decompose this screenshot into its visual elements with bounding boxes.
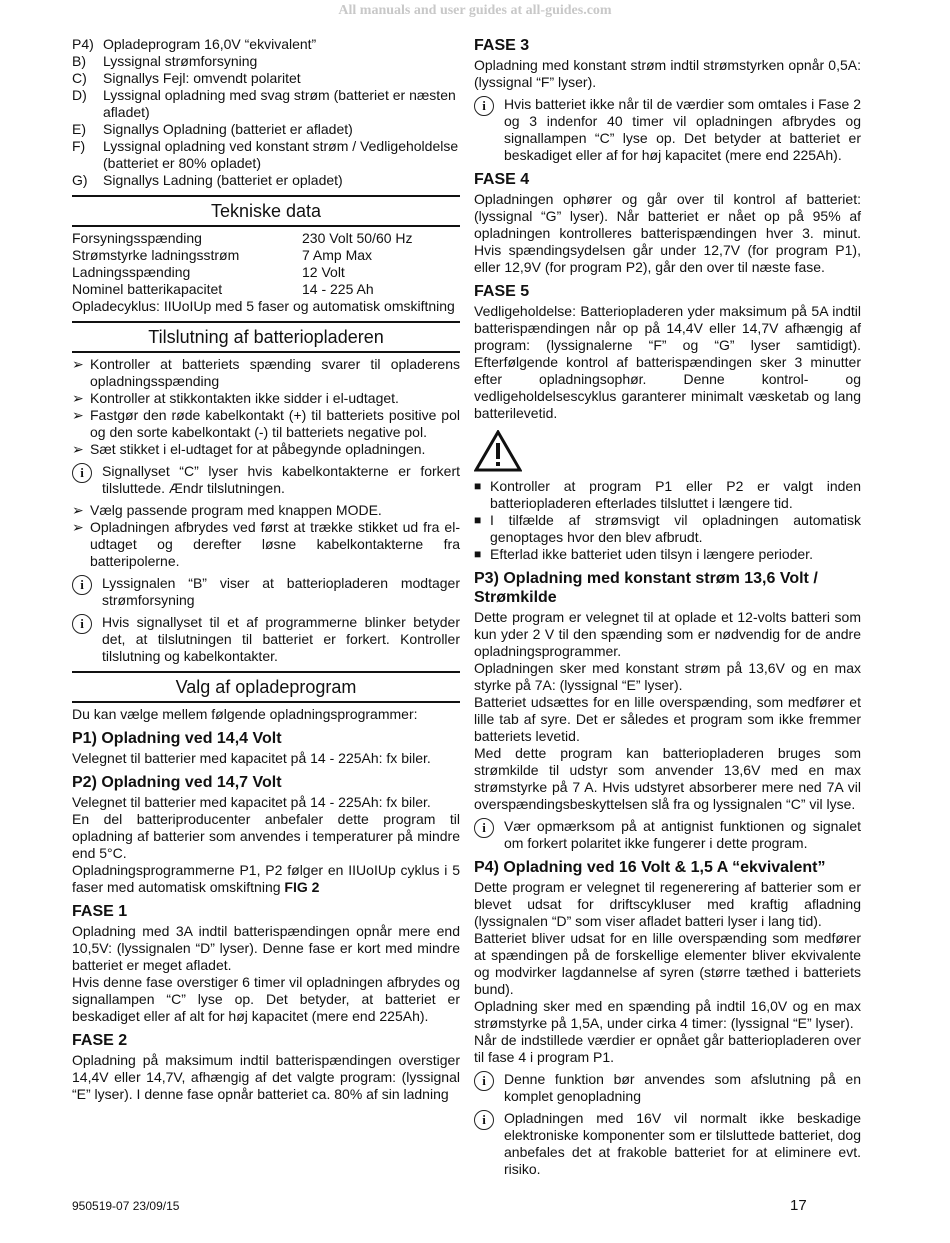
fase1-text-1: Opladning med 3A indtil batterispændingen opnår mere end 10,5V: (lyssignalen “D” lyser). Denne fase er kort med mindre batteriet er meget afladet.: [72, 923, 460, 973]
p3-paragraph: Batteriet udsættes for en lille overspænding, som medfører et lille tab af syre. Det er således et program som ikke fremmer batteriets levetid.: [474, 694, 861, 744]
fase3-title: FASE 3: [474, 37, 530, 54]
legend-text: Signallys Opladning (batteriet er afladet): [103, 121, 353, 137]
legend-text: Lyssignal strømforsyning: [103, 53, 258, 69]
bullet-text: Kontroller at batteriets spænding svarer til opladerens opladningsspænding: [90, 356, 460, 389]
legend-text: Lyssignal opladning ved konstant strøm / Vedligeholdelse (batteriet er 80% opladet): [103, 138, 459, 171]
p1-title: P1) Opladning ved 14,4 Volt: [72, 730, 282, 747]
tech-cycle: Opladecyklus: IIUoIUp med 5 faser og automatisk omskiftning: [72, 298, 455, 314]
spec-label: Nominel batterikapacitet: [72, 281, 223, 297]
arrow-bullet-icon: ➢: [72, 502, 84, 518]
bullet-item: [72, 390, 460, 407]
info-note: [474, 96, 861, 164]
legend-key: D): [72, 87, 87, 103]
info-text: Hvis signallyset til et af programmerne blinker betyder det, at tilslutningen til batteriet er forkert. Kontroller tilslutning og kabelkontakter.: [102, 614, 460, 664]
p4-paragraph: Dette program er velegnet til regenerering af batterier som er blevet udsat for driftscykluser med kraftig afladning (lyssignalen “D” som viser afladet batteri lyser i lang tid).: [474, 879, 861, 929]
square-bullet-icon: ■: [474, 479, 482, 493]
info-note: [72, 614, 460, 665]
arrow-bullet-icon: ➢: [72, 519, 84, 535]
bullet-text: Opladningen afbrydes ved først at trække stikket ud fra el-udtaget og derefter løsne kabelkontakterne fra batteripolerne.: [90, 519, 460, 569]
spec-value: 12 Volt: [302, 264, 345, 280]
legend-text: Signallys Ladning (batteriet er opladet): [103, 172, 343, 188]
p2-text-1: Velegnet til batterier med kapacitet på 14 - 225Ah: fx biler.: [72, 794, 431, 810]
spec-label: Ladningsspænding: [72, 264, 191, 280]
legend-item: [72, 53, 460, 70]
square-bullet-icon: ■: [474, 513, 482, 527]
square-bullet-icon: ■: [474, 547, 482, 561]
section-title-connect: Tilslutning af batteriopladeren: [72, 321, 460, 353]
arrow-bullet-icon: ➢: [72, 356, 84, 372]
warning-text: Efterlad ikke batteriet uden tilsyn i længere perioder.: [490, 546, 813, 562]
right-column: [474, 36, 861, 1183]
arrow-bullet-icon: ➢: [72, 407, 84, 423]
legend-item: [72, 70, 460, 87]
spec-row: [72, 230, 460, 247]
legend-text: Lyssignal opladning med svag strøm (batteriet er næsten afladet): [103, 87, 456, 120]
section-title-tech: Tekniske data: [72, 195, 460, 227]
arrow-bullet-icon: ➢: [72, 390, 84, 406]
bullet-item: [72, 407, 460, 441]
fase1-text-2: Hvis denne fase overstiger 6 timer vil opladningen afbrydes og signallampen “C” lyse op. Det betyder, at batteriet er beskadiget eller af alt for høj kapacitet (mere end 225Ah).: [72, 974, 460, 1024]
legend-item: [72, 36, 460, 53]
legend-key: G): [72, 172, 88, 188]
p3-paragraphs: [474, 609, 861, 813]
info-icon: i: [474, 818, 494, 838]
warning-text: I tilfælde af strømsvigt vil opladningen automatisk genoptages hvor den blev afbrudt.: [490, 512, 861, 545]
valg-intro: Du kan vælge mellem følgende opladningsprogrammer:: [72, 706, 418, 722]
warning-list: [474, 478, 861, 563]
fase4-title: FASE 4: [474, 171, 530, 188]
p4-paragraphs: [474, 879, 861, 1066]
info-note: [474, 1110, 861, 1178]
p3-paragraph: Med dette program kan batteriopladeren bruges som strømkilde til udstyr som anvender 13,6V med en max strømstyrke på 7 A. Hvis udstyret absorberer mere ned 7A vil overspændingsbeskyttelsen slå fra og lyssignalen “C” vil lyse.: [474, 745, 861, 812]
p4-paragraph: Når de indstillede værdier er opnået går batteriopladeren over til fase 4 i program P1.: [474, 1032, 861, 1065]
legend-key: E): [72, 121, 86, 137]
spec-row: [72, 264, 460, 281]
bullet-text: Kontroller at stikkontakten ikke sidder i el-udtaget.: [90, 390, 399, 406]
spec-label: Strømstyrke ladningsstrøm: [72, 247, 240, 263]
p2-text-3: [72, 862, 460, 896]
warning-triangle-icon: [474, 430, 861, 476]
p4-paragraph: Batteriet bliver udsat for en lille overspænding som medfører at spændingen på de forskellige elementer bliver ekvivalente og modvirker lagdannelse af syren (større tæthed i batteriets bund).: [474, 930, 861, 997]
spec-value: 14 - 225 Ah: [302, 281, 374, 297]
legend-item: [72, 87, 460, 121]
warning-item: [474, 478, 861, 512]
warning-item: [474, 512, 861, 546]
spec-row: [72, 281, 460, 298]
info-icon: i: [72, 463, 92, 483]
p3-title: P3) Opladning med konstant strøm 13,6 Volt / Strømkilde: [474, 570, 818, 606]
p3-paragraph: Dette program er velegnet til at oplade et 12-volts batteri som kun yder 2 V til den spænding som er nødvendig for de andre opladningsprogrammer.: [474, 609, 861, 659]
warning-text: Kontroller at program P1 eller P2 er valgt inden batteriopladeren efterlades tilsluttet i længere tid.: [490, 478, 861, 511]
section-title-valg: Valg af opladeprogram: [72, 671, 460, 703]
bullet-item: [72, 502, 460, 519]
info-text: Hvis batteriet ikke når til de værdier som omtales i Fase 2 og 3 indenfor 40 timer vil opladningen afbrydes og signallampen “C” lyse op. Det betyder at batteriet er beskadiget eller af for høj kapacitet (mere end 225Ah).: [504, 96, 861, 163]
warning-item: [474, 546, 861, 563]
legend-list: [72, 36, 460, 189]
info-icon: i: [474, 1071, 494, 1091]
bullet-text: Sæt stikket i el-udtaget for at påbegynde opladningen.: [90, 441, 426, 457]
legend-text: Signallys Fejl: omvendt polaritet: [103, 70, 301, 86]
fig-reference: FIG 2: [284, 879, 320, 895]
p2-title: P2) Opladning ved 14,7 Volt: [72, 774, 282, 791]
fase5-title: FASE 5: [474, 283, 530, 300]
spec-value: 230 Volt 50/60 Hz: [302, 230, 413, 246]
legend-item: [72, 138, 460, 172]
bullet-item: [72, 356, 460, 390]
info-text: Lyssignalen “B” viser at batteriopladeren modtager strømforsyning: [102, 575, 460, 608]
spec-value: 7 Amp Max: [302, 247, 373, 263]
spec-label: Forsyningsspænding: [72, 230, 202, 246]
info-note: [72, 575, 460, 609]
fase1-title: FASE 1: [72, 903, 128, 920]
p4-paragraph: Opladning sker med en spænding på indtil 16,0V og en max strømstyrke på 1,5A, under cirka 4 timer: (lyssignal “E” lyser).: [474, 998, 861, 1031]
p2-text-3-body: Opladningsprogrammerne P1, P2 følger en IIUoIUp cyklus i 5 faser med automatisk omskiftning: [72, 862, 460, 895]
left-column: [72, 36, 460, 1103]
fase5-text: Vedligeholdelse: Batteriopladeren yder maksimum på 5A indtil batterispændingen når op på 14,4V eller 14,7V afhængig af program: (lyssignalerne “F” og “G” lyser samtidigt). Efterfølgende kontrol af batterispændingen sker 3 minutter efter opladningsophør. Denne kontrol- og vedligeholdelsescyklus garanterer minimalt væsketab og lang batterilevetid.: [474, 303, 861, 421]
legend-key: P4): [72, 36, 94, 52]
p1-text: Velegnet til batterier med kapacitet på 14 - 225Ah: fx biler.: [72, 750, 431, 766]
legend-key: C): [72, 70, 87, 86]
legend-item: [72, 121, 460, 138]
bullet-text: Fastgør den røde kabelkontakt (+) til batteriets positive pol og den sorte kabelkontakt (-) til batteriets negative pol.: [90, 407, 460, 440]
legend-text: Opladeprogram 16,0V “ekvivalent”: [103, 36, 317, 52]
legend-item: [72, 172, 460, 189]
legend-key: B): [72, 53, 86, 69]
p4-title: P4) Opladning ved 16 Volt & 1,5 A “ekvivalent”: [474, 859, 826, 876]
info-text: Signallyset “C” lyser hvis kabelkontakterne er forkert tilsluttede. Ændr tilslutningen.: [102, 463, 460, 496]
p2-text-2: En del batteriproducenter anbefaler dette program til opladning af batterier som anvendes i temperaturer på mindre end 5°C.: [72, 811, 460, 861]
info-icon: i: [72, 614, 92, 634]
info-text: Opladningen med 16V vil normalt ikke beskadige elektroniske komponenter som er tilsluttede batteriet, dog anbefales det at frakoble batteriet for at eliminere evt. risiko.: [504, 1110, 861, 1177]
spec-row: [72, 247, 460, 264]
info-text: Denne funktion bør anvendes som afslutning på en komplet genopladning: [504, 1071, 861, 1104]
info-text: Vær opmærksom på at antignist funktionen og signalet om forkert polaritet ikke fungerer i dette program.: [504, 818, 861, 851]
tech-table: [72, 230, 460, 298]
bullet-item: [72, 441, 460, 458]
fase2-text: Opladning på maksimum indtil batterispændingen overstiger 14,4V eller 14,7V, afhængig af det valgte program: (lyssignal “E” lyser). I denne fase opnår batteriet ca. 80% af sin ladning: [72, 1052, 460, 1102]
info-icon: i: [72, 575, 92, 595]
info-note: [474, 818, 861, 852]
fase3-text: Opladning med konstant strøm indtil strømstyrken opnår 0,5A: (lyssignal “F” lyser).: [474, 57, 861, 90]
bullet-item: [72, 519, 460, 570]
watermark: All manuals and user guides at all-guides.com: [338, 3, 612, 18]
page-number: 17: [790, 1197, 807, 1214]
connect-list-2: [72, 502, 460, 570]
p3-paragraph: Opladningen sker med konstant strøm på 13,6V og en max styrke på 7A: (lyssignal “E” lyser).: [474, 660, 861, 693]
info-icon: i: [474, 1110, 494, 1130]
fase2-title: FASE 2: [72, 1032, 128, 1049]
info-icon: i: [474, 96, 494, 116]
connect-list-1: [72, 356, 460, 458]
bullet-text: Vælg passende program med knappen MODE.: [90, 502, 382, 518]
info-note: [474, 1071, 861, 1105]
footer-code: 950519-07 23/09/15: [72, 1199, 180, 1213]
info-note: [72, 463, 460, 497]
legend-key: F): [72, 138, 86, 154]
fase4-text: Opladningen ophører og går over til kontrol af batteriet: (lyssignal “G” lyser). Når batteriet er nået op på 95% af opladningen kontrolleres batterispændingen hver 3. minut. Hvis spændingsydelsen går under 12,7V (for program P1), eller 12,9V (for program P2), går den over til næste fase.: [474, 191, 861, 275]
arrow-bullet-icon: ➢: [72, 441, 84, 457]
